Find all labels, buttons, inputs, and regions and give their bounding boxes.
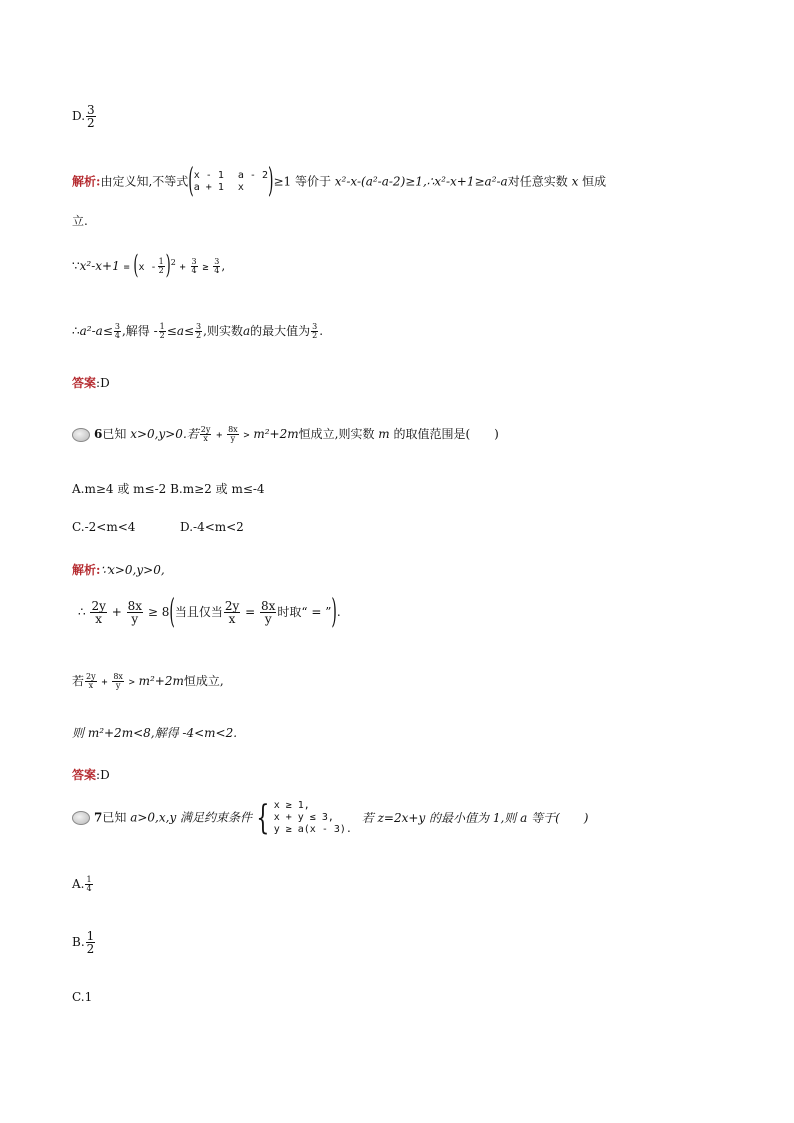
left-paren: ( (133, 251, 139, 282)
numerator: 3 (196, 322, 202, 331)
fraction (311, 323, 318, 340)
text: ,解得 - (121, 324, 158, 338)
denominator: y (131, 612, 139, 626)
solution-line (72, 322, 323, 340)
solution-line (72, 251, 226, 282)
right-paren: ) (165, 251, 171, 282)
numerator: 2y (86, 672, 96, 681)
numerator: 8x (113, 672, 123, 681)
right-paren: ) (267, 162, 274, 202)
question-bullet-icon (72, 811, 90, 825)
option-c: C.-2<m<4 (72, 520, 136, 534)
numerator: 8x (127, 599, 143, 613)
solution-colon: : (96, 174, 101, 189)
fraction (85, 876, 92, 893)
denominator: 4 (214, 266, 220, 275)
numerator: 1 (86, 929, 95, 943)
denominator: 2 (196, 331, 202, 340)
math-expr: ∵x>0,y>0, (100, 563, 165, 577)
fraction (114, 323, 121, 340)
numerator: 3 (214, 257, 220, 266)
denominator: 2 (86, 942, 95, 956)
option-a (72, 876, 94, 893)
answer-line (72, 766, 110, 783)
answer-value: D (100, 768, 110, 782)
fraction (159, 323, 166, 340)
symbol: ≥ (147, 605, 158, 619)
fraction (227, 426, 239, 443)
math-expr: x>0,y>0.若 (130, 427, 199, 441)
symbol: ∴ (72, 324, 80, 338)
text: . (319, 324, 324, 338)
text: , (221, 259, 226, 273)
fraction (85, 673, 97, 690)
numerator: 1 (158, 257, 164, 266)
answer-value: D (100, 376, 110, 390)
option-label: D. (72, 109, 86, 123)
solution-line (72, 672, 224, 690)
question-7 (72, 800, 588, 836)
numerator: 3 (114, 322, 120, 331)
answer-line (72, 374, 110, 391)
text: 若 z=2x+y 的最小值为 1,则 a 等于( ) (361, 810, 589, 825)
numerator: 2y (224, 599, 240, 613)
denominator: y (115, 681, 121, 690)
number: 8 (161, 605, 170, 619)
left-paren: ( (169, 593, 175, 632)
option-c: C.1 (72, 990, 93, 1004)
denominator: 4 (191, 266, 197, 275)
fraction (260, 600, 276, 625)
text: 若 (72, 674, 85, 688)
numerator: 2y (200, 425, 211, 434)
denominator: x (203, 434, 208, 443)
math-expr: a²-a≤ (79, 324, 113, 338)
matrix-cell: x - 1 (193, 170, 224, 181)
denominator: x (95, 612, 103, 626)
solution-line: 立. (72, 214, 88, 228)
matrix-cell: a + 1 (193, 182, 224, 193)
text: 恒成立, (183, 674, 224, 688)
fraction (86, 930, 96, 955)
symbol: > (243, 430, 250, 441)
solution-tag: 解析 (72, 563, 97, 577)
numerator: 3 (191, 257, 197, 266)
matrix-cell: x (237, 182, 244, 193)
numerator: 3 (87, 103, 95, 117)
fraction (213, 258, 220, 275)
symbol: ≤ (166, 324, 177, 338)
answer-tag: 答案 (72, 376, 97, 390)
denominator: 2 (87, 116, 95, 130)
math-expr: x²-x-(a²-a-2)≥1,∴x²-x+1≥a²-a (334, 174, 508, 189)
text: 已知 (102, 810, 127, 825)
fraction (191, 258, 198, 275)
text: ≥1 等价于 (273, 174, 331, 189)
denominator: 2 (312, 331, 318, 340)
exponent: 2 (170, 258, 176, 267)
numerator: 1 (86, 875, 92, 884)
solution-line: 则 m²+2m<8,解得 -4<m<2. (72, 726, 238, 740)
text: . (336, 605, 341, 619)
text: 已知 (102, 427, 127, 441)
symbol: + (216, 430, 223, 441)
text: : (96, 376, 101, 390)
text: 恒成立,则实数 (298, 427, 375, 441)
math-expr: m²+2m (138, 674, 184, 688)
constraint: x + y ≤ 3, (273, 812, 334, 823)
denominator: y (230, 434, 236, 443)
symbol: = (245, 605, 256, 619)
math-expr: x - (138, 262, 157, 273)
text: 由定义知,不等式 (100, 174, 189, 189)
question-number: 6 (94, 427, 103, 441)
symbol: ∴ (78, 605, 86, 619)
numerator: 1 (159, 322, 165, 331)
question-bullet-icon (72, 428, 90, 442)
numerator: 2y (91, 599, 106, 613)
fraction (224, 600, 240, 625)
symbol: > (128, 677, 135, 688)
text: 的取值范围是( ) (393, 427, 499, 441)
constraint-system (252, 800, 352, 836)
option-label: B. (72, 935, 85, 949)
symbol: + (111, 605, 122, 619)
question-6 (72, 425, 499, 443)
text: 恒成 (582, 174, 607, 189)
option-b (72, 930, 96, 955)
fraction (200, 426, 212, 443)
text: ,则实数 (203, 324, 243, 338)
fraction (90, 600, 106, 625)
denominator: x (228, 612, 236, 626)
symbol: ∵ (72, 259, 80, 273)
solution-line (72, 162, 607, 202)
fraction (86, 104, 96, 129)
question-number: 7 (94, 810, 103, 825)
symbol: ≤ (183, 324, 195, 338)
options-ab: A.m≥4 或 m≤-2 B.m≥2 或 m≤-4 (72, 482, 265, 496)
symbol: + (179, 262, 186, 273)
solution-line (78, 593, 341, 632)
denominator: 4 (86, 884, 92, 893)
constraint: y ≥ a(x - 3). (273, 824, 352, 835)
fraction (158, 258, 165, 275)
solution-colon: : (96, 563, 101, 577)
left-brace: { (256, 798, 270, 838)
left-paren: ( (188, 162, 194, 202)
var: x (571, 174, 579, 189)
symbol: + (101, 677, 108, 688)
solution-line (72, 561, 165, 578)
text: 对任意实数 (507, 174, 568, 189)
fraction (112, 673, 124, 690)
var: m (378, 427, 390, 441)
fraction (195, 323, 202, 340)
text: 的最大值为 (250, 324, 311, 338)
answer-tag: 答案 (72, 768, 97, 782)
text: 时取“ = ” (277, 605, 332, 619)
fraction (127, 600, 143, 625)
system-lines (274, 800, 352, 836)
var: a (242, 324, 251, 338)
denominator: 4 (114, 331, 120, 340)
symbol: ≥ (202, 262, 209, 273)
denominator: 2 (159, 331, 165, 340)
option-d: D.-4<m<2 (180, 520, 244, 534)
denominator: 2 (158, 266, 164, 275)
denominator: x (88, 681, 94, 690)
numerator: 8x (261, 599, 276, 613)
symbol: = (123, 262, 130, 273)
denominator: y (264, 612, 272, 626)
text: : (96, 768, 101, 782)
option-d (72, 104, 97, 129)
constraint: x ≥ 1, (273, 800, 310, 811)
option-label: A. (72, 877, 85, 891)
numerator: 8x (228, 425, 238, 434)
solution-tag: 解析 (72, 174, 97, 189)
math-expr: x²-x+1 (79, 259, 120, 273)
matrix-cell: a - 2 (237, 170, 268, 181)
right-paren: ) (331, 593, 337, 632)
text: 当且仅当 (174, 605, 223, 619)
math-expr: m²+2m (253, 427, 299, 441)
math-expr: a>0,x,y 满足约束条件 (130, 810, 253, 825)
var: a (176, 324, 184, 338)
numerator: 3 (312, 322, 318, 331)
matrix (194, 170, 268, 194)
